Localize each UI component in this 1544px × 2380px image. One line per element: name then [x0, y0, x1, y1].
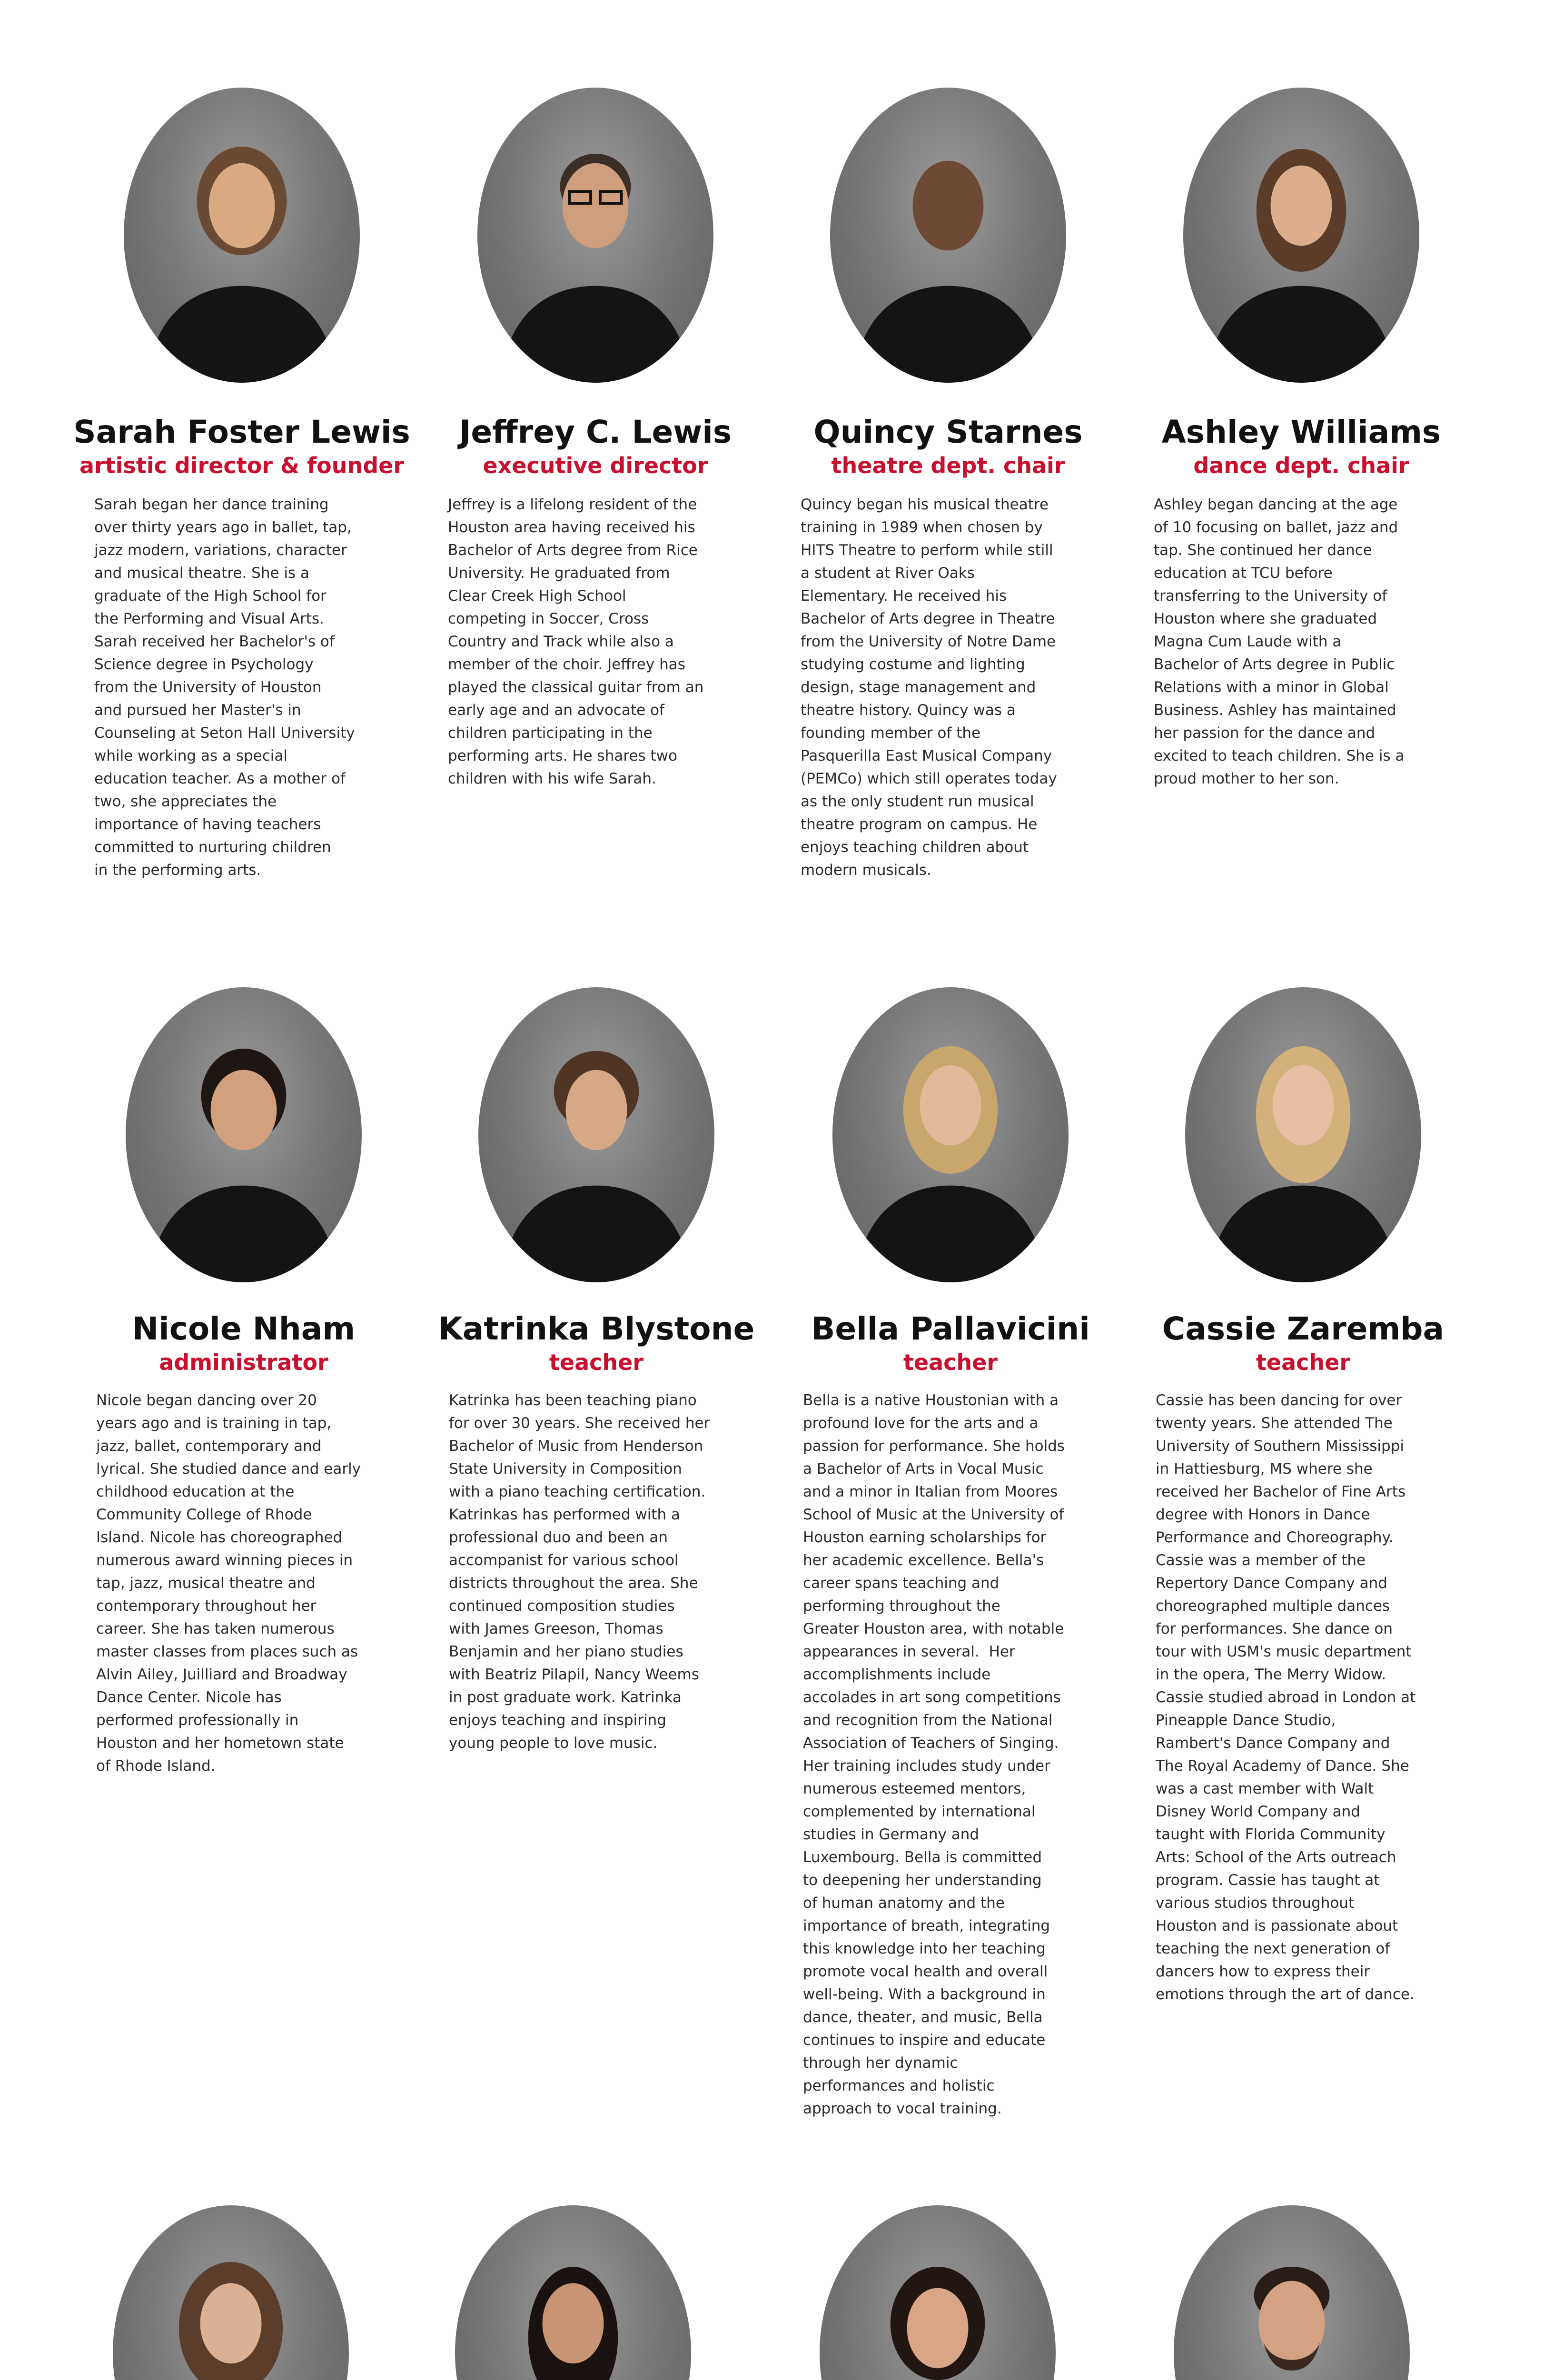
person-silhouette-icon: [1185, 987, 1421, 1282]
person-silhouette-icon: [126, 987, 362, 1282]
portrait-photo: [830, 88, 1066, 383]
member-role: theatre dept. chair: [831, 453, 1065, 478]
portrait-photo: [477, 88, 713, 383]
member-name: Cassie Zaremba: [1162, 1310, 1445, 1347]
portrait-photo: [478, 987, 714, 1282]
member-name: Nicole Nham: [132, 1310, 356, 1347]
member-bio: Cassie has been dancing for over twenty years. She attended The University of Southern Mississippi in Hattiesburg, MS where she received her Bachelor of Fine Arts degree with Honors in Dance Performance and Choreography. Cassie was a member of the Repertory Dance Company and choreographed multiple dances for performances. She dance on tour with USM's music department in the opera, The Merry Widow. Cassie studied abroad in London at Pineapple Dance Studio, Rambert's Dance Company and The Royal Academy of Dance. She was a cast member with Walt Disney World Company and taught with Florida Community Arts: School of the Arts outreach program. Cassie has taught at various studios throughout Houston and is passionate about teaching the next generation of dancers how to express their emotions through the art of dance.: [1156, 1392, 1416, 2003]
portrait-photo: [1174, 2205, 1410, 2380]
portrait-photo: [126, 987, 362, 1282]
portrait-photo: [1183, 88, 1419, 383]
member-bio: Nicole began dancing over 20 years ago and is training in tap, jazz, ballet, contemporary and lyrical. She studied dance and early childhood education at the Community College of Rhode Island. Nicole has choreographed numerous award winning pieces in tap, jazz, musical theatre and contemporary throughout her career. She has taken numerous master classes from places such as Alvin Ailey, Juilliard and Broadway Dance Center. Nicole has performed professionally in Houston and her hometown state of Rhode Island.: [96, 1392, 361, 1775]
member-role: executive director: [483, 453, 708, 478]
member-bio: Katrinka has been teaching piano for over 30 years. She received her Bachelor of Music from Henderson State University in Composition with a piano teaching certification. Katrinkas has performed with a professional duo and been an accompanist for various school districts throughout the area. She continued composition studies with James Greeson, Thomas Benjamin and her piano studies with Beatriz Pilapil, Nancy Weems in post graduate work. Katrinka enjoys teaching and inspiring young people to love music.: [449, 1392, 710, 1752]
person-silhouette-icon: [1174, 2205, 1410, 2380]
member-role: administrator: [159, 1349, 328, 1375]
member-bio: Ashley began dancing at the age of 10 focusing on ballet, jazz and tap. She continued her dance education at TCU before transferring to the University of Houston where she graduated Magna Cum Laude with a Bachelor of Arts degree in Public Relations with a minor in Global Business. Ashley has maintained her passion for the dance and excited to teach children. She is a proud mother to her son.: [1154, 496, 1405, 787]
portrait-photo: [1185, 987, 1421, 1282]
person-silhouette-icon: [124, 88, 360, 383]
member-bio: Quincy began his musical theatre training in 1989 when chosen by HITS Theatre to perform while still a student at River Oaks Elementary. He received his Bachelor of Arts degree in Theatre from the University of Notre Dame studying costume and lighting design, stage management and theatre history. Quincy was a founding member of the Pasquerilla East Musical Company (PEMCo) which still operates today as the only student run musical theatre program on campus. He enjoys teaching children about modern musicals.: [801, 496, 1057, 879]
member-role: teacher: [549, 1349, 644, 1375]
member-name: Ashley Williams: [1161, 414, 1441, 450]
member-name: Katrinka Blystone: [438, 1310, 755, 1347]
person-silhouette-icon: [820, 2205, 1056, 2380]
person-silhouette-icon: [113, 2205, 349, 2380]
member-name: Quincy Starnes: [813, 414, 1083, 450]
portrait-photo: [124, 88, 360, 383]
portrait-photo: [832, 987, 1069, 1282]
member-role: dance dept. chair: [1193, 453, 1409, 478]
person-silhouette-icon: [830, 88, 1066, 383]
member-bio: Sarah began her dance training over thirty years ago in ballet, tap, jazz modern, variations, character and musical theatre. She is a graduate of the High School for the Performing and Visual Arts. Sarah received her Bachelor's of Science degree in Psychology from the University of Houston and pursued her Master's in Counseling at Seton Hall University while working as a special education teacher. As a mother of two, she appreciates the importance of having teachers committed to nurturing children in the performing arts.: [94, 496, 355, 879]
member-bio: Bella is a native Houstonian with a profound love for the arts and a passion for performance. She holds a Bachelor of Arts in Vocal Music and a minor in Italian from Moores School of Music at the University of Houston earning scholarships for her academic excellence. Bella's career spans teaching and performing throughout the Greater Houston area, with notable appearances in several. Her accomplishments include accolades in art song competitions and recognition from the National Association of Teachers of Singing. Her training includes study under numerous esteemed mentors, complemented by international studies in Germany and Luxembourg. Bella is committed to deepening her understanding of human anatomy and the importance of breath, integrating this knowledge into her teaching promote vocal health and overall well-being. With a background in dance, theater, and music, Bella continues to inspire and educate through her dynamic performances and holistic approach to vocal training.: [803, 1392, 1065, 2117]
member-name: Jeffrey C. Lewis: [459, 414, 732, 450]
portrait-photo: [455, 2205, 691, 2380]
member-role: artistic director & founder: [79, 453, 405, 478]
member-role: teacher: [1256, 1349, 1351, 1375]
portrait-photo: [113, 2205, 349, 2380]
member-name: Sarah Foster Lewis: [73, 414, 410, 450]
person-silhouette-icon: [1183, 88, 1419, 383]
member-role: teacher: [903, 1349, 998, 1375]
portrait-photo: [820, 2205, 1056, 2380]
member-name: Bella Pallavicini: [811, 1310, 1090, 1347]
member-bio: Jeffrey is a lifelong resident of the Houston area having received his Bachelor of Arts degree from Rice University. He graduated from Clear Creek High School competing in Soccer, Cross Country and Track while also a member of the choir. Jeffrey has played the classical guitar from an early age and an advocate of children participating in the performing arts. He shares two children with his wife Sarah.: [448, 496, 704, 787]
person-silhouette-icon: [832, 987, 1069, 1282]
person-silhouette-icon: [478, 987, 714, 1282]
person-silhouette-icon: [477, 88, 713, 383]
person-silhouette-icon: [455, 2205, 691, 2380]
